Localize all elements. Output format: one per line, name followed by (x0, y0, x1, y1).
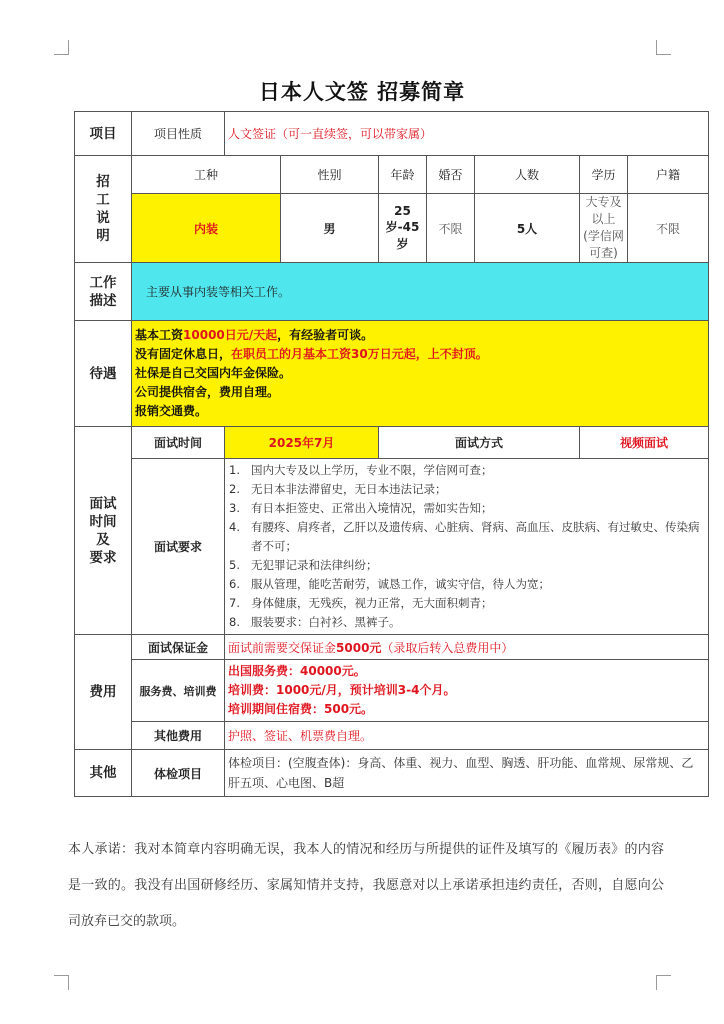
project-nature-label: 项目性质 (132, 112, 225, 156)
others-section-label: 其他 (75, 750, 132, 797)
page-corner-mark-bottom-left (54, 975, 69, 990)
treatment-section-label: 待遇 (75, 321, 132, 427)
job-desc-section-label: 工作 描述 (75, 263, 132, 321)
page-title: 日本人文签 招募简章 (258, 80, 466, 104)
interview-method-value: 视频面试 (580, 427, 709, 459)
other-fees-value: 护照、签证、机票费自理。 (225, 722, 709, 750)
requirement-item: 1. 国内大专及以上学历，专业不限，学信网可查； (229, 463, 493, 477)
header-marriage: 婚否 (427, 156, 475, 194)
treatment-line-dorm: 公司提供宿舍，费用自理。 (135, 385, 280, 399)
treatment-line-rest: 没有固定休息日，在职员工的月基本工资30万日元起，上不封顶。 (135, 347, 488, 361)
header-age: 年龄 (379, 156, 427, 194)
interview-requirements (225, 459, 709, 635)
treatment-line-transport: 报销交通费。 (135, 404, 208, 418)
interview-time-value: 2025年7月 (225, 427, 379, 459)
job-desc-text: 主要从事内装等相关工作。 (132, 263, 709, 321)
lodging-fee-line: 培训期间住宿费：500元。 (228, 702, 374, 716)
recruitment-table (74, 111, 709, 797)
header-hukou: 户籍 (628, 156, 709, 194)
page-corner-mark-bottom-right (656, 975, 671, 990)
requirement-item: 5. 无犯罪记录和法律纠纷； (229, 558, 378, 572)
page-corner-mark-top-left (54, 40, 69, 55)
requirement-item: 4. 有腰疼、肩疼者，乙肝以及遗传病、心脏病、肾病、高血压、皮肤病、有过敏史、传染病者不可； (229, 520, 700, 553)
header-education: 学历 (580, 156, 628, 194)
treatment-line-insurance: 社保是自己交国内年金保险。 (135, 366, 292, 380)
training-fee-line: 培训费：1000元/月，预计培训3-4个月。 (228, 683, 456, 697)
deposit-value: 面试前需要交保证金5000元（录取后转入总费用中） (225, 635, 709, 660)
header-headcount: 人数 (475, 156, 580, 194)
page-corner-mark-top-right (656, 40, 671, 55)
service-fee-details (225, 660, 709, 722)
recruit-section-label: 招 工 说 明 (75, 156, 132, 263)
header-job-type: 工种 (132, 156, 281, 194)
deposit-label: 面试保证金 (132, 635, 225, 660)
hukou-value: 不限 (628, 194, 709, 263)
marriage-value: 不限 (427, 194, 475, 263)
gender-value: 男 (281, 194, 379, 263)
service-fee-line: 出国服务费：40000元。 (228, 664, 366, 678)
project-nature-value: 人文签证（可一直续签，可以带家属） (225, 112, 709, 156)
treatment-line-salary: 基本工资10000日元/天起，有经验者可谈。 (135, 328, 374, 342)
service-fee-label: 服务费、培训费 (132, 660, 225, 722)
requirement-item: 3. 有日本拒签史、正常出入境情况，需如实告知； (229, 501, 493, 515)
requirement-item: 6. 服从管理，能吃苦耐劳，诚恳工作，诚实守信，待人为宽； (229, 577, 550, 591)
treatment-details (132, 321, 709, 427)
medical-exam-label: 体检项目 (132, 750, 225, 797)
requirement-item: 2. 无日本非法滞留史，无日本违法记录； (229, 482, 447, 496)
header-gender: 性别 (281, 156, 379, 194)
requirement-item: 8. 服装要求：白衬衫、黑裤子。 (229, 615, 401, 629)
project-section-label: 项目 (75, 112, 132, 156)
interview-requirements-label: 面试要求 (132, 459, 225, 635)
interview-time-label: 面试时间 (132, 427, 225, 459)
medical-exam-value: 体检项目：(空腹查体)：身高、体重、视力、血型、胸透、肝功能、血常规、尿常规、乙肝五项、心电图、B超 (225, 750, 709, 797)
applicant-pledge: 本人承诺：我对本简章内容明确无误，我本人的情况和经历与所提供的证件及填写的《履历表》的内容是一致的。我没有出国研修经历、家属知情并支持，我愿意对以上承诺承担违约责任，否则，自愿向公司放弃已交的款项。 (68, 842, 664, 929)
requirement-item: 7. 身体健康，无残疾，视力正常，无大面积刺青； (229, 596, 493, 610)
job-type-value: 内装 (132, 194, 281, 263)
interview-section-label: 面试 时间 及 要求 (75, 427, 132, 635)
education-value: 大专及以上 (学信网可查) (580, 194, 628, 263)
age-value: 25岁-45岁 (379, 194, 427, 263)
headcount-value: 5人 (475, 194, 580, 263)
interview-method-label: 面试方式 (379, 427, 580, 459)
fees-section-label: 费用 (75, 635, 132, 750)
other-fees-label: 其他费用 (132, 722, 225, 750)
